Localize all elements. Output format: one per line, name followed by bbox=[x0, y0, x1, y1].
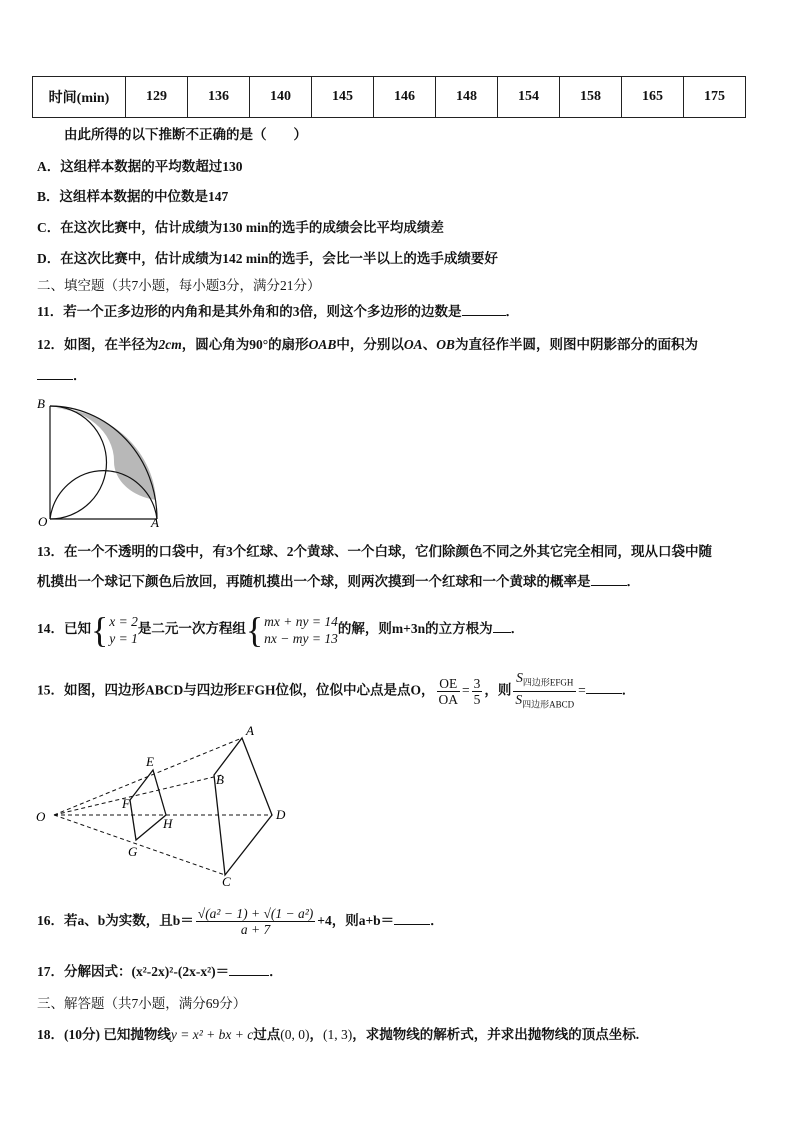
label-g: G bbox=[128, 844, 138, 859]
q14-text-2: 是二元一次方程组 bbox=[137, 621, 246, 636]
ratio-numerator: OE bbox=[437, 676, 461, 692]
solution-system bbox=[109, 613, 138, 647]
q16-text-2: +4，则a+b＝ bbox=[317, 913, 395, 928]
q12-tail: ． bbox=[73, 368, 87, 383]
b-numerator: √(a² − 1) + √(1 − a²) bbox=[197, 906, 314, 922]
q13-tail: ． bbox=[626, 574, 640, 589]
question-13 bbox=[37, 573, 640, 591]
q15-text-2: ，则 bbox=[484, 682, 512, 698]
q13-line-2: 机摸出一个球记下颜色后放回，再随机摸出一个球，则两次摸到一个红球和一个黄球的概率是 bbox=[37, 574, 591, 589]
q12-text-4: 为直径作半圆，则图中阴影部分的面积为 bbox=[454, 337, 698, 352]
answer-blank bbox=[37, 367, 73, 380]
answer-blank bbox=[493, 620, 511, 633]
answer-blank bbox=[586, 681, 622, 694]
area-ratio-fraction bbox=[513, 670, 576, 712]
s-symbol: S bbox=[515, 691, 523, 707]
label-f: F bbox=[122, 796, 130, 811]
q14-y: y = 1 bbox=[109, 630, 138, 646]
table-cell: 129 bbox=[126, 77, 188, 118]
q11-tail: ． bbox=[505, 304, 520, 319]
question-11 bbox=[37, 303, 519, 321]
question-14 bbox=[37, 607, 524, 651]
q16-tail: ． bbox=[430, 913, 444, 928]
table-header-cell: 时间(min) bbox=[33, 77, 126, 118]
table-cell: 146 bbox=[374, 77, 436, 118]
q12-text-3: 中，分别以 bbox=[336, 337, 404, 352]
s-symbol: S bbox=[516, 670, 523, 685]
q10-stem: 由此所得的以下推断不正确的是（ ） bbox=[64, 127, 307, 142]
brace: { bbox=[245, 609, 264, 650]
area-numerator bbox=[513, 670, 576, 692]
label-a: A bbox=[246, 723, 254, 738]
q14-eq-1: mx + ny = 14 bbox=[264, 613, 338, 629]
answer-blank bbox=[394, 912, 430, 925]
parabola-equation: y = x² + bx + c bbox=[170, 1027, 254, 1042]
q12-oa: OA bbox=[403, 337, 423, 352]
value-denominator: 5 bbox=[473, 691, 481, 707]
value-numerator: 3 bbox=[473, 675, 481, 691]
q14-text-1: 14．已知 bbox=[37, 621, 91, 636]
table-cell: 154 bbox=[498, 77, 560, 118]
time-table bbox=[32, 76, 746, 118]
b-fraction bbox=[196, 906, 315, 937]
section-3-heading: 三、解答题（共7小题，满分69分） bbox=[37, 996, 247, 1011]
label-o: O bbox=[38, 514, 48, 529]
abcd-subscript: 四边形ABCD bbox=[522, 699, 575, 710]
label-a: A bbox=[151, 515, 159, 530]
point-1: (0, 0) bbox=[280, 1027, 310, 1042]
q14-eq-2: nx − my = 13 bbox=[264, 630, 338, 646]
q17-tail: ． bbox=[269, 964, 283, 979]
q11-text: 11．若一个正多边形的内角和是其外角和的3倍，则这个多边形的边数是 bbox=[37, 304, 462, 319]
q16-text-1: 16．若a、b为实数，且b＝ bbox=[37, 913, 194, 928]
q18-text-3: ， bbox=[309, 1027, 323, 1042]
q10-option-c: C．在这次比赛中，估计成绩为130 min的选手的成绩会比平均成绩差 bbox=[37, 220, 444, 235]
ratio-fraction bbox=[437, 676, 461, 707]
label-b: B bbox=[37, 396, 45, 411]
table-cell: 175 bbox=[684, 77, 746, 118]
q13-line-1: 13．在一个不透明的口袋中，有3个红球、2个黄球、一个白球，它们除颜色不同之外其它完全相同，现从口袋中随 bbox=[37, 544, 712, 559]
q15-text-1: 15．如图，四边形ABCD与四边形EFGH位似，位似中心点是点O， bbox=[37, 682, 435, 698]
table-cell: 145 bbox=[312, 77, 374, 118]
area-denominator bbox=[513, 692, 576, 713]
q12-text-1: 12．如图，在半径为 bbox=[37, 337, 159, 352]
ray-ob bbox=[54, 775, 222, 815]
point-2: (1, 3) bbox=[322, 1027, 353, 1042]
label-o: O bbox=[36, 809, 46, 824]
table-cell: 136 bbox=[188, 77, 250, 118]
question-12 bbox=[37, 336, 698, 354]
equation-system bbox=[264, 613, 338, 647]
homothety-figure bbox=[32, 720, 294, 888]
q18-text-4: ，求抛物线的解析式，并求出抛物线的顶点坐标. bbox=[352, 1027, 640, 1042]
label-b: B bbox=[216, 772, 224, 787]
equals-sign: = bbox=[578, 682, 586, 698]
label-e: E bbox=[146, 754, 154, 769]
equals-sign: = bbox=[462, 682, 470, 698]
sector-figure bbox=[34, 396, 170, 530]
q17-text: 17．分解因式：(x²-2x)²-(2x-x²)＝ bbox=[37, 964, 230, 979]
q18-text-2: 过点 bbox=[253, 1027, 281, 1042]
q10-option-d: D．在这次比赛中，估计成绩为142 min的选手，会比一半以上的选手成绩要好 bbox=[37, 251, 498, 266]
label-h: H bbox=[163, 816, 173, 831]
q14-text-3: 的解，则m+3n的立方根为 bbox=[337, 621, 493, 636]
q12-sep: 、 bbox=[422, 337, 437, 352]
q18-text-1: 18．(10分) 已知抛物线 bbox=[37, 1027, 171, 1042]
table-cell: 165 bbox=[622, 77, 684, 118]
question-16 bbox=[37, 898, 444, 944]
table-cell: 148 bbox=[436, 77, 498, 118]
answer-blank bbox=[591, 573, 627, 586]
q12-radius: 2cm bbox=[158, 337, 182, 352]
quad-efgh bbox=[130, 770, 166, 840]
answer-blank bbox=[462, 303, 506, 316]
q14-x: x = 2 bbox=[109, 613, 138, 629]
q12-sector-name: OAB bbox=[308, 337, 337, 352]
table-cell: 158 bbox=[560, 77, 622, 118]
question-18 bbox=[37, 1026, 639, 1044]
label-c: C bbox=[222, 874, 231, 888]
efgh-subscript: 四边形EFGH bbox=[522, 677, 574, 688]
q14-tail: ． bbox=[510, 621, 525, 636]
brace: { bbox=[91, 609, 109, 650]
q12-text-2: ，圆心角为90°的扇形 bbox=[181, 337, 309, 352]
ratio-denominator: OA bbox=[438, 691, 459, 707]
question-17 bbox=[37, 963, 283, 981]
value-fraction bbox=[472, 676, 483, 707]
q15-tail: ． bbox=[621, 682, 636, 698]
answer-blank bbox=[229, 963, 269, 976]
ray-oc bbox=[54, 815, 225, 875]
b-denominator: a + 7 bbox=[240, 922, 271, 938]
section-2-heading: 二、填空题（共7小题，每小题3分，满分21分） bbox=[37, 278, 321, 293]
q12-answer-line bbox=[37, 367, 87, 385]
q12-ob: OB bbox=[436, 337, 455, 352]
q10-option-b: B．这组样本数据的中位数是147 bbox=[37, 189, 229, 204]
question-15 bbox=[37, 670, 635, 710]
table-row bbox=[33, 77, 746, 118]
label-d: D bbox=[276, 807, 286, 822]
quad-abcd bbox=[214, 738, 272, 875]
table-cell: 140 bbox=[250, 77, 312, 118]
q10-option-a: A．这组样本数据的平均数超过130 bbox=[37, 159, 243, 174]
